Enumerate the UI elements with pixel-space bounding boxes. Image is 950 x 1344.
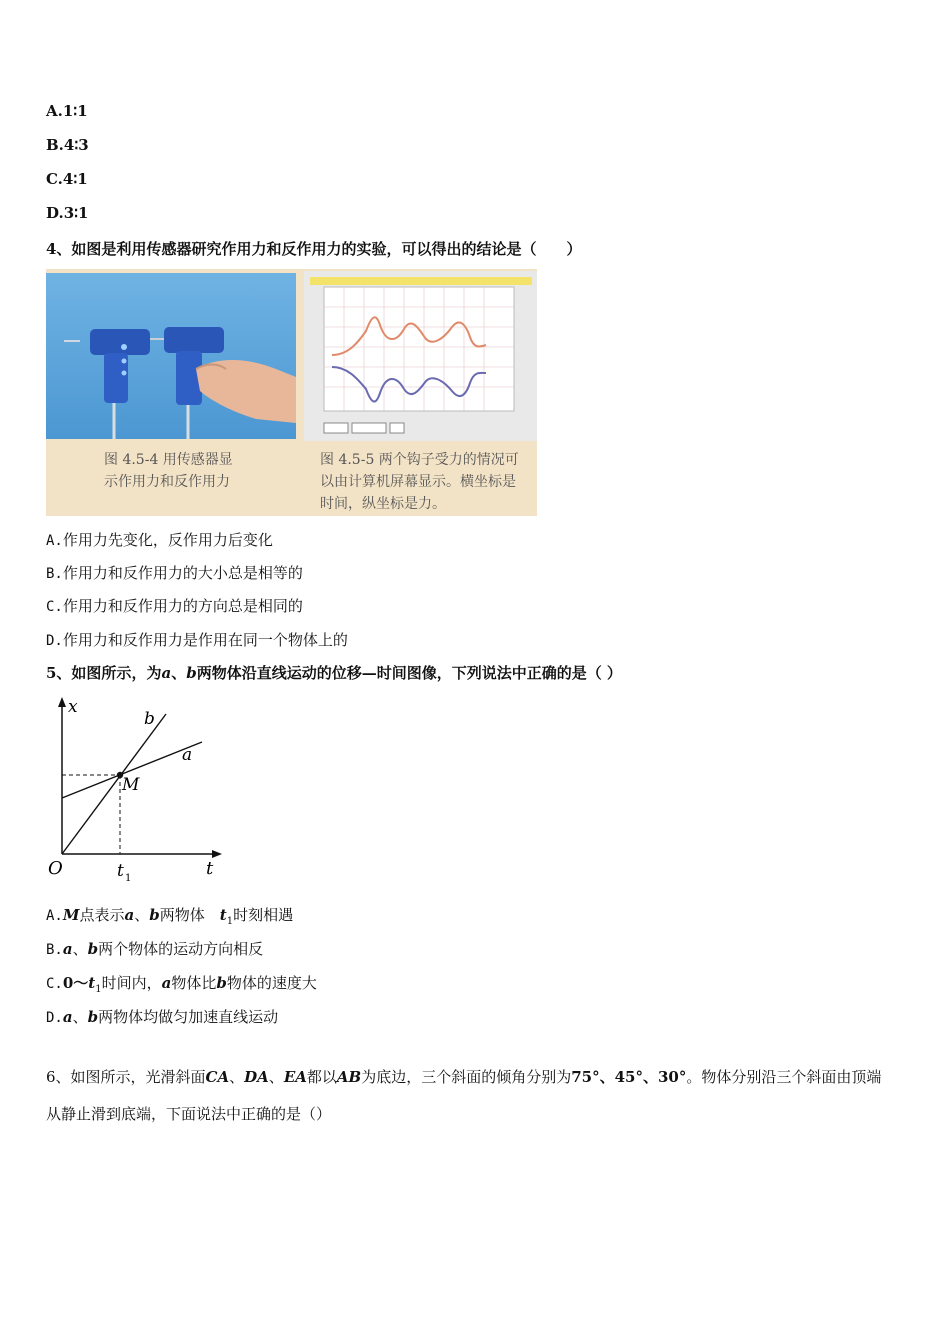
q4-option-d: D.作用力和反作用力是作用在同一个物体上的 <box>46 631 348 649</box>
q3-option-b: B.4∶3 <box>46 136 89 154</box>
t1-label: t <box>117 861 124 881</box>
q4-option-a: A.作用力先变化，反作用力后变化 <box>46 531 273 549</box>
q5-stem: 5、如图所示，为a、b两物体沿直线运动的位移—时间图像，下列说法中正确的是（ ） <box>46 664 622 682</box>
q5-option-c: $C.0\sim t_1$时间内，a物体比b物体的速度大 <box>46 974 317 995</box>
q3-option-d: D.3∶1 <box>46 204 89 222</box>
q4-figure <box>46 269 537 516</box>
q3-option-a: A.1∶1 <box>46 102 88 120</box>
q5-option-d: D.a、b两物体均做匀加速直线运动 <box>46 1008 279 1026</box>
q6-stem-line2: 从静止滑到底端，下面说法中正确的是（） <box>46 1105 332 1123</box>
q6-stem-line1: 6、如图所示，光滑斜面CA、DA、EA都以AB为底边，三个斜面的倾角分别为75°、45°、30°。物体分别沿三个斜面由顶端 <box>46 1068 882 1086</box>
q5-option-a: A.M点表示a、b两物体 $t_1$时刻相遇 <box>46 906 294 927</box>
xt-graph <box>40 694 240 888</box>
t1-sub-label: 1 <box>125 873 132 884</box>
caption-right: 图 4.5-5 两个钩子受力的情况可 以由计算机屏幕显示。横坐标是 时间，纵坐标是力。 <box>320 452 519 512</box>
line-b-label: b <box>144 709 155 729</box>
axis-x-label: x <box>68 697 78 717</box>
q3-option-c: C.4∶1 <box>46 170 88 188</box>
line-a-label: a <box>182 745 193 765</box>
origin-label: O <box>48 858 63 879</box>
point-m-label: M <box>122 775 140 795</box>
sensor-photo <box>46 273 296 439</box>
axis-t-label: t <box>206 858 214 879</box>
q4-option-c: C.作用力和反作用力的方向总是相同的 <box>46 597 303 615</box>
q4-stem: 4、如图是利用传感器研究作用力和反作用力的实验，可以得出的结论是（ ） <box>46 240 582 258</box>
computer-screen <box>304 271 537 441</box>
q4-option-b: B.作用力和反作用力的大小总是相等的 <box>46 564 303 582</box>
q5-option-b: B.a、b两个物体的运动方向相反 <box>46 940 264 958</box>
caption-left: 图 4.5-4 用传感器显 示作用力和反作用力 <box>104 452 233 490</box>
